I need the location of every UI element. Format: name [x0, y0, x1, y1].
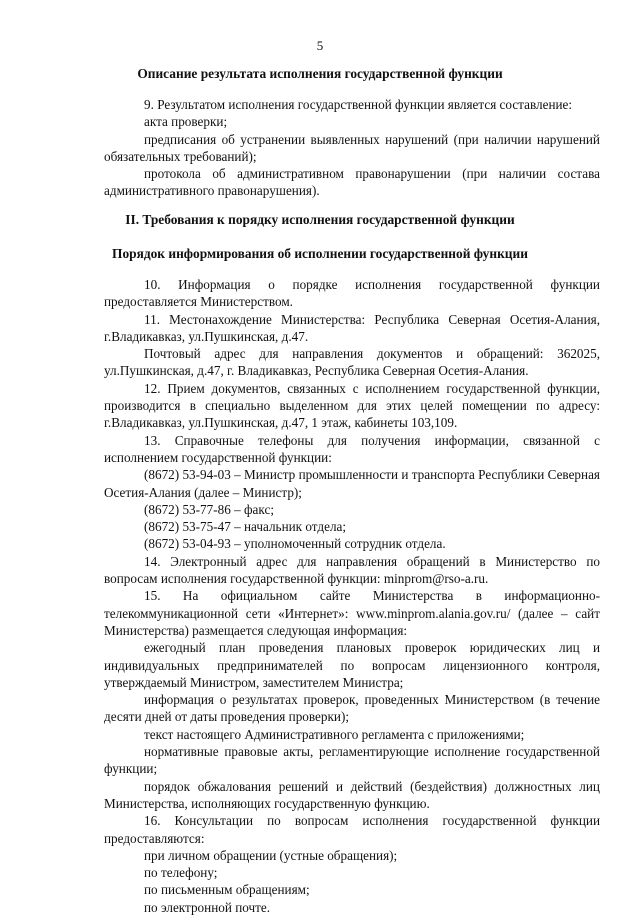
- paragraph: 9. Результатом исполнения государственной функции является составление:: [144, 97, 573, 112]
- paragraph: ежегодный план проведения плановых проверок юридических лиц и индивидуальных предпринимателей по вопросам лицензионного контроля, утверждаемый Министром, заместителем Министра;: [104, 640, 600, 690]
- paragraph: протокола об административном правонарушении (при наличии состава административного правонарушения).: [104, 166, 600, 199]
- paragraph: акта проверки;: [144, 114, 228, 130]
- paragraph: (8672) 53-77-86 – факс;: [144, 501, 274, 517]
- paragraph: Почтовый адрес для направления документов и обращений: 362025, ул.Пушкинская, д.47, г. Владикавказ, Республика Северная Осетия-Алания.: [104, 346, 600, 379]
- paragraph: порядок обжалования решений и действий (бездействия) должностных лиц Министерства, исполняющих государственную функцию.: [104, 778, 600, 811]
- paragraph: (8672) 53-94-03 – Министр промышленности и транспорта Республики Северная Осетия-Алания (далее – Министр);: [104, 467, 600, 500]
- paragraph: текст настоящего Административного регламента с приложениями;: [144, 726, 525, 742]
- paragraph: по электронной почте.: [144, 899, 271, 915]
- section-informing: [104, 276, 600, 916]
- paragraph: 14. Электронный адрес для направления обращений в Министерство по вопросам исполнения государственной функции: minprom@rso-a.ru.: [104, 553, 600, 587]
- heading-informing-procedure: Порядок информирования об исполнении государственной функции: [112, 246, 528, 261]
- paragraph: предписания об устранении выявленных нарушений (при наличии нарушений обязательных требований);: [104, 131, 600, 164]
- paragraph: (8672) 53-75-47 – начальник отдела;: [144, 519, 347, 535]
- paragraph: нормативные правовые акты, регламентирующие исполнение государственной функции;: [104, 744, 600, 777]
- paragraph: по телефону;: [144, 865, 218, 881]
- paragraph: 13. Справочные телефоны для получения информации, связанной с исполнением государственной функции:: [104, 432, 600, 465]
- section-result: [104, 96, 600, 200]
- paragraph: при личном обращении (устные обращения);: [144, 847, 398, 863]
- paragraph: по письменным обращениям;: [144, 882, 310, 898]
- paragraph: 16. Консультации по вопросам исполнения государственной функции предоставляются:: [104, 813, 600, 846]
- paragraph: 10. Информация о порядке исполнения государственной функции предоставляется Министерством.: [104, 277, 600, 310]
- page-number: 5: [316, 38, 324, 53]
- paragraph: информация о результатах проверок, проведенных Министерством (в течение десяти дней от даты проведения проверки);: [104, 692, 600, 725]
- heading-result-description: Описание результата исполнения государственной функции: [137, 66, 503, 81]
- paragraph: 12. Прием документов, связанных с исполнением государственной функции, производится в специально выделенном для этих целей помещении по адресу: г.Владикавказ, ул.Пушкинская, д.47, 1 этаж, кабинеты 103,109.: [104, 380, 600, 431]
- paragraph: 15. На официальном сайте Министерства в информационно-телекоммуникационной сети «Интернет»: www.minprom.alania.gov.ru/ (далее – сайт Министерства) размещается следующая информация:: [104, 588, 600, 638]
- paragraph: (8672) 53-04-93 – уполномоченный сотрудник отдела.: [144, 536, 446, 552]
- paragraph: 11. Местонахождение Министерства: Республика Северная Осетия-Алания, г.Владикавказ, ул.Пушкинская, д.47.: [104, 311, 600, 344]
- heading-section-ii: II. Требования к порядку исполнения государственной функции: [125, 212, 515, 227]
